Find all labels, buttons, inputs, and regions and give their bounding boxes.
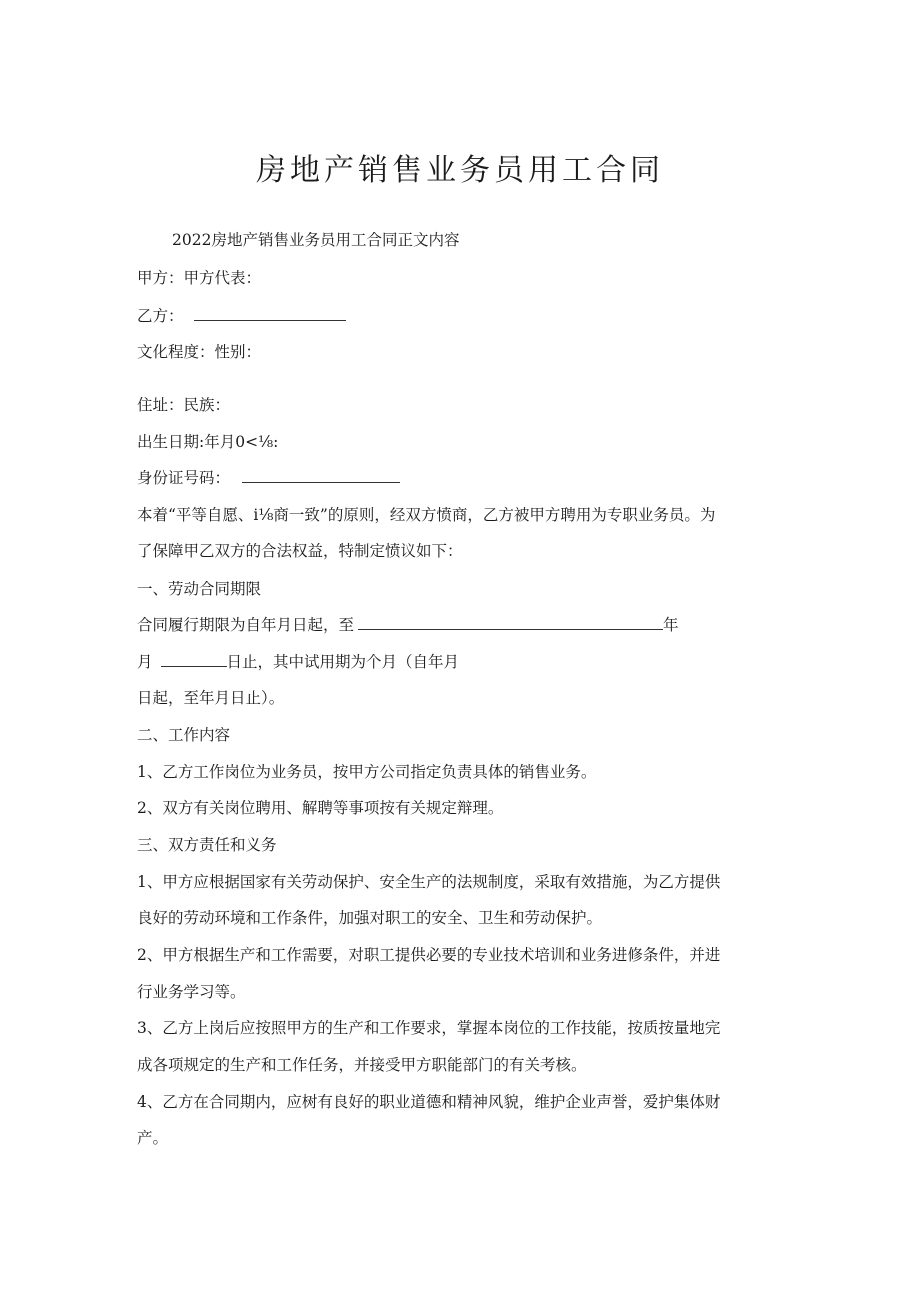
address-ethnicity-line: 住址：民族： bbox=[137, 396, 231, 414]
party-b-label: 乙方： bbox=[137, 307, 184, 325]
intro-line-1: 本着“平等自愿、i⅛商一致”的原则，经双方愤商，乙方被甲方聘用为专职业务员。为 bbox=[137, 506, 716, 524]
education-gender-line: 文化程度：性别： bbox=[137, 343, 262, 361]
work-item-2: 2、双方有关岗位聘用、解聘等事项按有关规定辩理。 bbox=[137, 799, 504, 817]
work-item-1: 1、乙方工作岗位为业务员，按甲方公司指定负责具体的销售业务。 bbox=[137, 763, 597, 781]
document-subtitle: 2022房地产销售业务员用工合同正文内容 bbox=[172, 231, 460, 249]
term-line-2-month: 月 bbox=[137, 653, 153, 671]
term-line-2-text: 日止，其中试用期为个月（自年月 bbox=[226, 653, 460, 671]
duty-4-line-1: 4、乙方在合同期内，应树有良好的职业道德和精神风貌，维护企业声誉，爱护集体财 bbox=[137, 1093, 721, 1111]
duty-2-line-2: 行业务学习等。 bbox=[137, 983, 246, 1001]
duty-3-line-1: 3、乙方上岗后应按照甲方的生产和工作要求，掌握本岗位的工作技能，按质按量地完 bbox=[137, 1019, 721, 1037]
term-line-1 bbox=[137, 613, 787, 637]
term-month-blank bbox=[161, 650, 227, 667]
term-line-3: 日起，至年月日止）。 bbox=[137, 689, 285, 707]
section-3-heading: 三、双方责任和义务 bbox=[137, 836, 277, 854]
duty-2-line-1: 2、甲方根据生产和工作需要，对职工提供必要的专业技术培训和业务进修条件，并进 bbox=[137, 946, 721, 964]
section-2-heading: 二、工作内容 bbox=[137, 726, 231, 744]
duty-3-line-2: 成各项规定的生产和工作任务，并接受甲方职能部门的有关考核。 bbox=[137, 1056, 587, 1074]
intro-line-2: 了保障甲乙双方的合法权益，特制定愤议如下： bbox=[137, 542, 463, 560]
party-b-line bbox=[137, 304, 787, 328]
term-end-blank bbox=[358, 613, 663, 630]
id-number-blank bbox=[242, 466, 400, 483]
term-line-1-year: 年 bbox=[663, 616, 679, 634]
duty-1-line-2: 良好的劳动环境和工作条件，加强对职工的安全、卫生和劳动保护。 bbox=[137, 909, 603, 927]
term-line-2 bbox=[137, 650, 787, 674]
duty-1-line-1: 1、甲方应根据国家有关劳动保护、安全生产的法规制度，采取有效措施，为乙方提供 bbox=[137, 873, 721, 891]
party-a-line: 甲方：甲方代表： bbox=[137, 269, 262, 287]
document-title: 房地产销售业务员用工合同 bbox=[256, 153, 664, 188]
id-number-label: 身份证号码： bbox=[137, 469, 231, 487]
duty-4-line-2: 产。 bbox=[137, 1129, 169, 1147]
id-number-line bbox=[137, 466, 787, 490]
section-1-heading: 一、劳动合同期限 bbox=[137, 580, 262, 598]
party-b-blank bbox=[194, 304, 346, 321]
term-line-1-text: 合同履行期限为自年月日起，至 bbox=[137, 616, 355, 634]
birth-date-line: 出生日期:年月0<⅛: bbox=[137, 433, 279, 451]
